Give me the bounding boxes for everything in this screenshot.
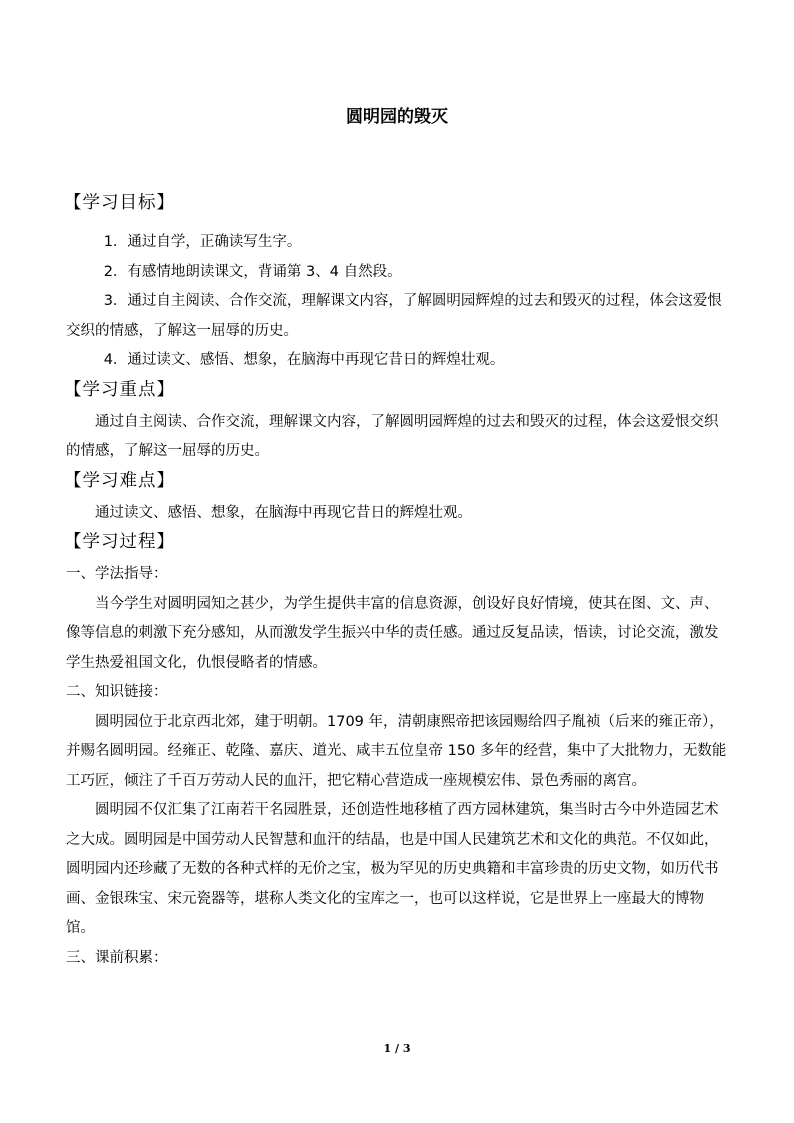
process-part2-text1: 圆明园位于北京西北郊，建于明朝。1709 年，清朝康熙帝把该园赐给四子胤祯（后来的雍正帝），并赐名圆明园。经雍正、乾隆、嘉庆、道光、咸丰五位皇帝 150 多年的经营，集中了大批物力，无数能工巧匠，倾注了千百万劳动人民的血汗，把它精心营造成一座规模宏伟、景色秀丽的离宫。: [66, 713, 727, 789]
section-heading-goals: 【学习目标】: [64, 193, 175, 213]
page-title: 圆明园的毁灭: [346, 107, 448, 127]
process-part2-title: 二、知识链接：: [66, 684, 168, 700]
difficulty-text: 通过读文、感悟、想象，在脑海中再现它昔日的辉煌壮观。: [95, 504, 472, 521]
process-part1-text: 当今学生对圆明园知之甚少，为学生提供丰富的信息资源，创设好良好情境，使其在图、文、声、像等信息的刺激下充分感知，从而激发学生振兴中华的责任感。通过反复品读，悟读，讨论交流，激发学生热爱祖国文化，仇恨侵略者的情感。: [66, 595, 719, 671]
goal-item-4: 4．通过读文、感悟、想象，在脑海中再现它昔日的辉煌壮观。: [103, 352, 505, 368]
page-number: 1 / 3: [383, 1042, 411, 1055]
document-body: [66, 189, 732, 973]
goal-item-1: 1．通过自学，正确读写生字。: [103, 234, 302, 250]
section-heading-focus: 【学习重点】: [64, 379, 175, 400]
focus-text: 通过自主阅读、合作交流，理解课文内容，了解圆明园辉煌的过去和毁灭的过程，体会这爱恨交织的情感，了解这一屈辱的历史。: [66, 413, 719, 459]
section-heading-process: 【学习过程】: [64, 532, 175, 552]
goal-item-3: 3．通过自主阅读、合作交流，理解课文内容，了解圆明园辉煌的过去和毁灭的过程，体会这爱恨交织的情感，了解这一屈辱的历史。: [66, 293, 722, 339]
process-part3-title: 三、课前积累：: [66, 949, 168, 966]
goal-item-2: 2．有感情地朗读课文，背诵第 3、4 自然段。: [103, 263, 402, 280]
section-heading-difficulty: 【学习难点】: [64, 470, 175, 491]
process-part1-title: 一、学法指导：: [66, 566, 168, 582]
process-part2-text2: 圆明园不仅汇集了江南若干名园胜景，还创造性地移植了西方园林建筑，集当时古今中外造园艺术之大成。圆明园是中国劳动人民智慧和血汗的结晶，也是中国人民建筑艺术和文化的典范。不仅如此，圆明园内还珍藏了无数的各种式样的无价之宝，极为罕见的历史典籍和丰富珍贵的历史文物，如历代书画、金银珠宝、宋元瓷器等，堪称人类文化的宝库之一，也可以这样说，它是世界上一座最大的博物馆。: [66, 802, 719, 936]
